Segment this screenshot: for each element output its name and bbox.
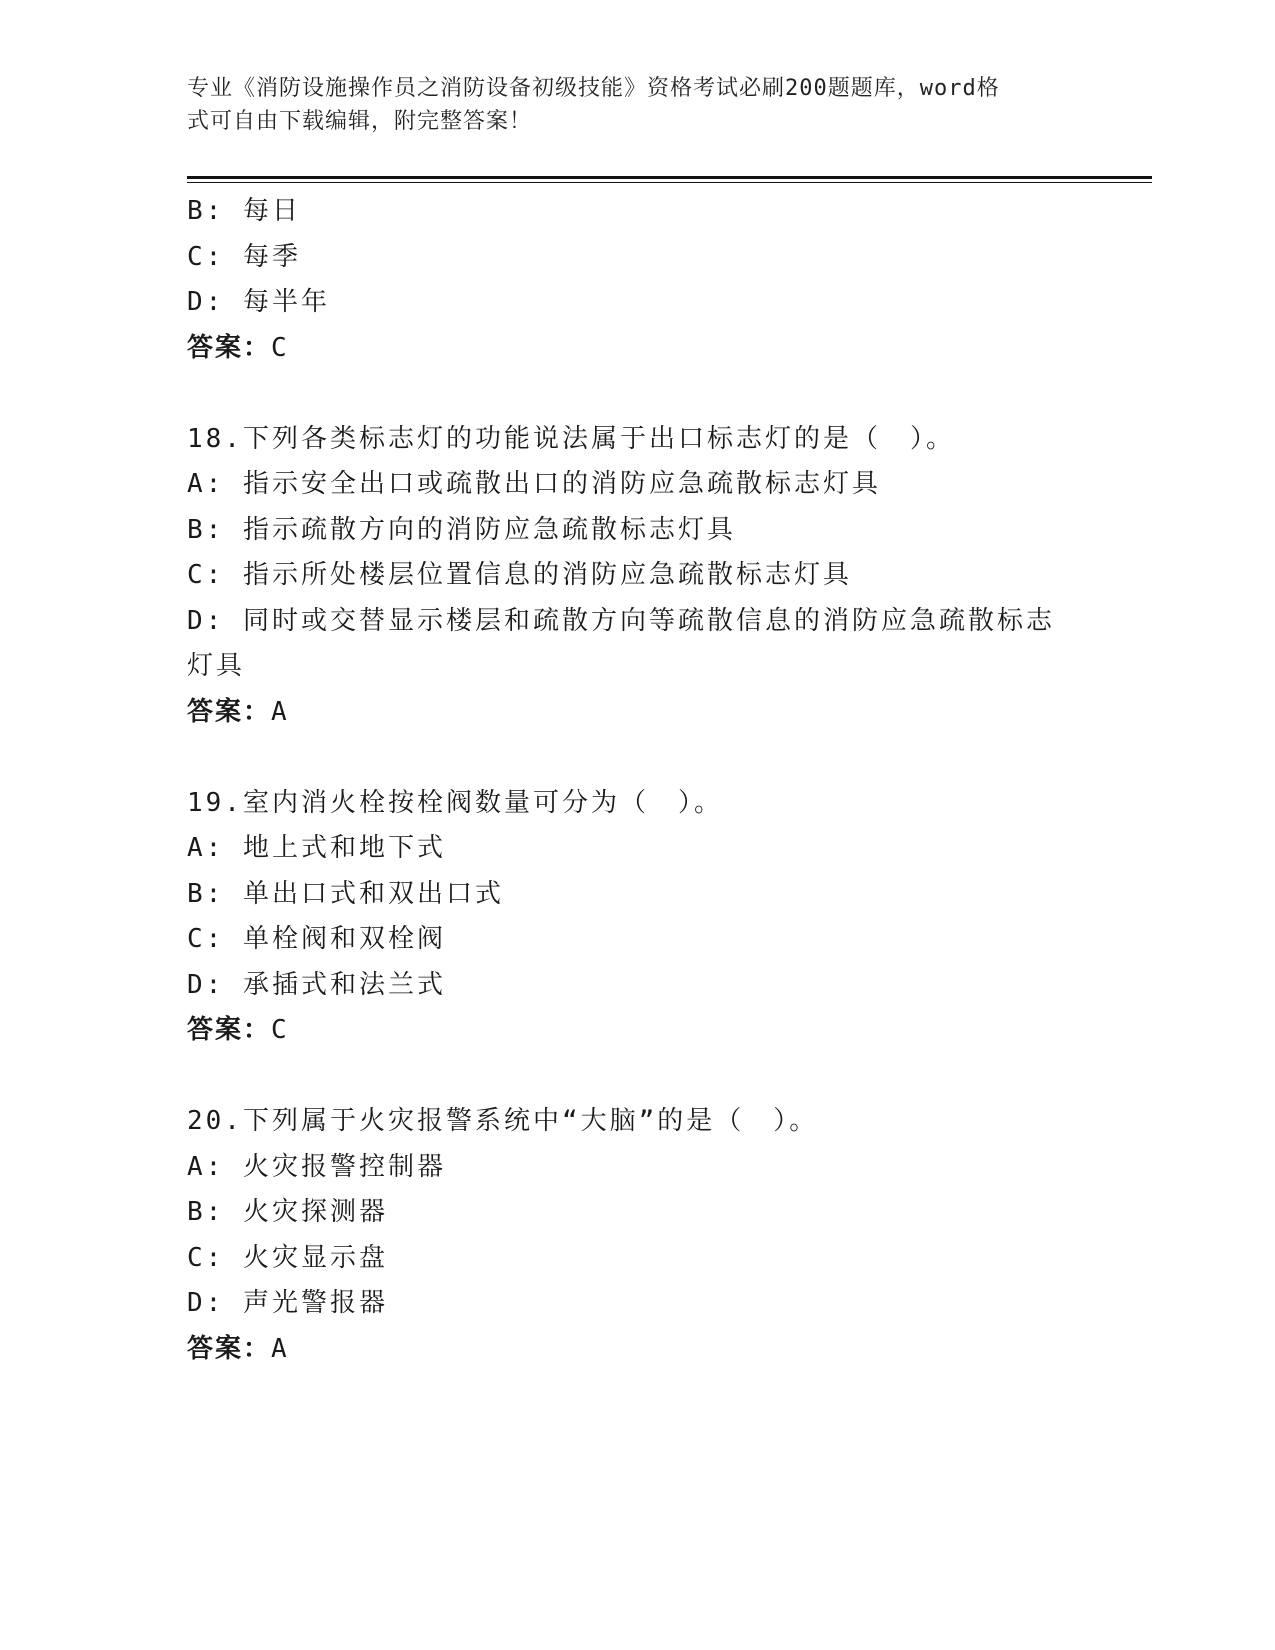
header-line-2: 式可自由下载编辑，附完整答案！: [187, 109, 533, 134]
header-line-1: 专业《消防设施操作员之消防设备初级技能》资格考试必刷200题题库，word格: [187, 76, 1000, 101]
document-body: [187, 189, 1087, 1372]
option-d: D: 承插式和法兰式: [187, 969, 446, 1000]
answer-line: [187, 690, 1087, 736]
question-stem: 20.下列属于火灾报警系统中“大脑”的是（ ）。: [187, 1106, 819, 1136]
document-header: [187, 72, 1067, 138]
option-c: C: 每季: [187, 241, 301, 272]
header-rule-thick: [187, 176, 1152, 179]
option-b: B: 单出口式和双出口式: [187, 878, 504, 909]
option-c: C: 单栓阀和双栓阀: [187, 924, 446, 954]
answer-label: 答案：: [187, 1015, 272, 1045]
answer-value: C: [271, 332, 289, 363]
option-d: D: 同时或交替显示楼层和疏散方向等疏散信息的消防应急疏散标志灯具: [187, 605, 1055, 681]
option-b: B: 每日: [187, 196, 301, 226]
question-stem: 18.下列各类标志灯的功能说法属于出口标志灯的是（ ）。: [187, 423, 955, 454]
answer-line: [187, 1327, 1087, 1373]
option-c: C: 指示所处楼层位置信息的消防应急疏散标志灯具: [187, 560, 852, 590]
answer-label: 答案：: [187, 1333, 272, 1364]
option-b: B: 指示疏散方向的消防应急疏散标志灯具: [187, 514, 736, 545]
answer-value: C: [271, 1015, 289, 1045]
question-20: [187, 1099, 1087, 1372]
answer-label: 答案：: [187, 696, 272, 727]
option-b: B: 火灾探测器: [187, 1197, 388, 1227]
answer-line: [187, 326, 1087, 372]
question-19: [187, 781, 1087, 1054]
question-stem: 19.室内消火栓按栓阀数量可分为（ ）。: [187, 787, 723, 818]
option-a: A: 地上式和地下式: [187, 833, 446, 863]
spacer: [187, 735, 1087, 781]
answer-label: 答案：: [187, 332, 272, 363]
header-rule-thin: [187, 182, 1152, 183]
answer-value: A: [271, 696, 289, 727]
option-c: C: 火灾显示盘: [187, 1242, 388, 1273]
option-a: A: 指示安全出口或疏散出口的消防应急疏散标志灯具: [187, 469, 881, 499]
question-17-continuation: [187, 189, 1087, 371]
spacer: [187, 371, 1087, 417]
answer-value: A: [271, 1333, 289, 1364]
option-d: D: 每半年: [187, 287, 330, 317]
answer-line: [187, 1008, 1087, 1054]
question-18: [187, 417, 1087, 736]
spacer: [187, 1054, 1087, 1100]
option-d: D: 声光警报器: [187, 1288, 388, 1318]
option-a: A: 火灾报警控制器: [187, 1151, 446, 1182]
